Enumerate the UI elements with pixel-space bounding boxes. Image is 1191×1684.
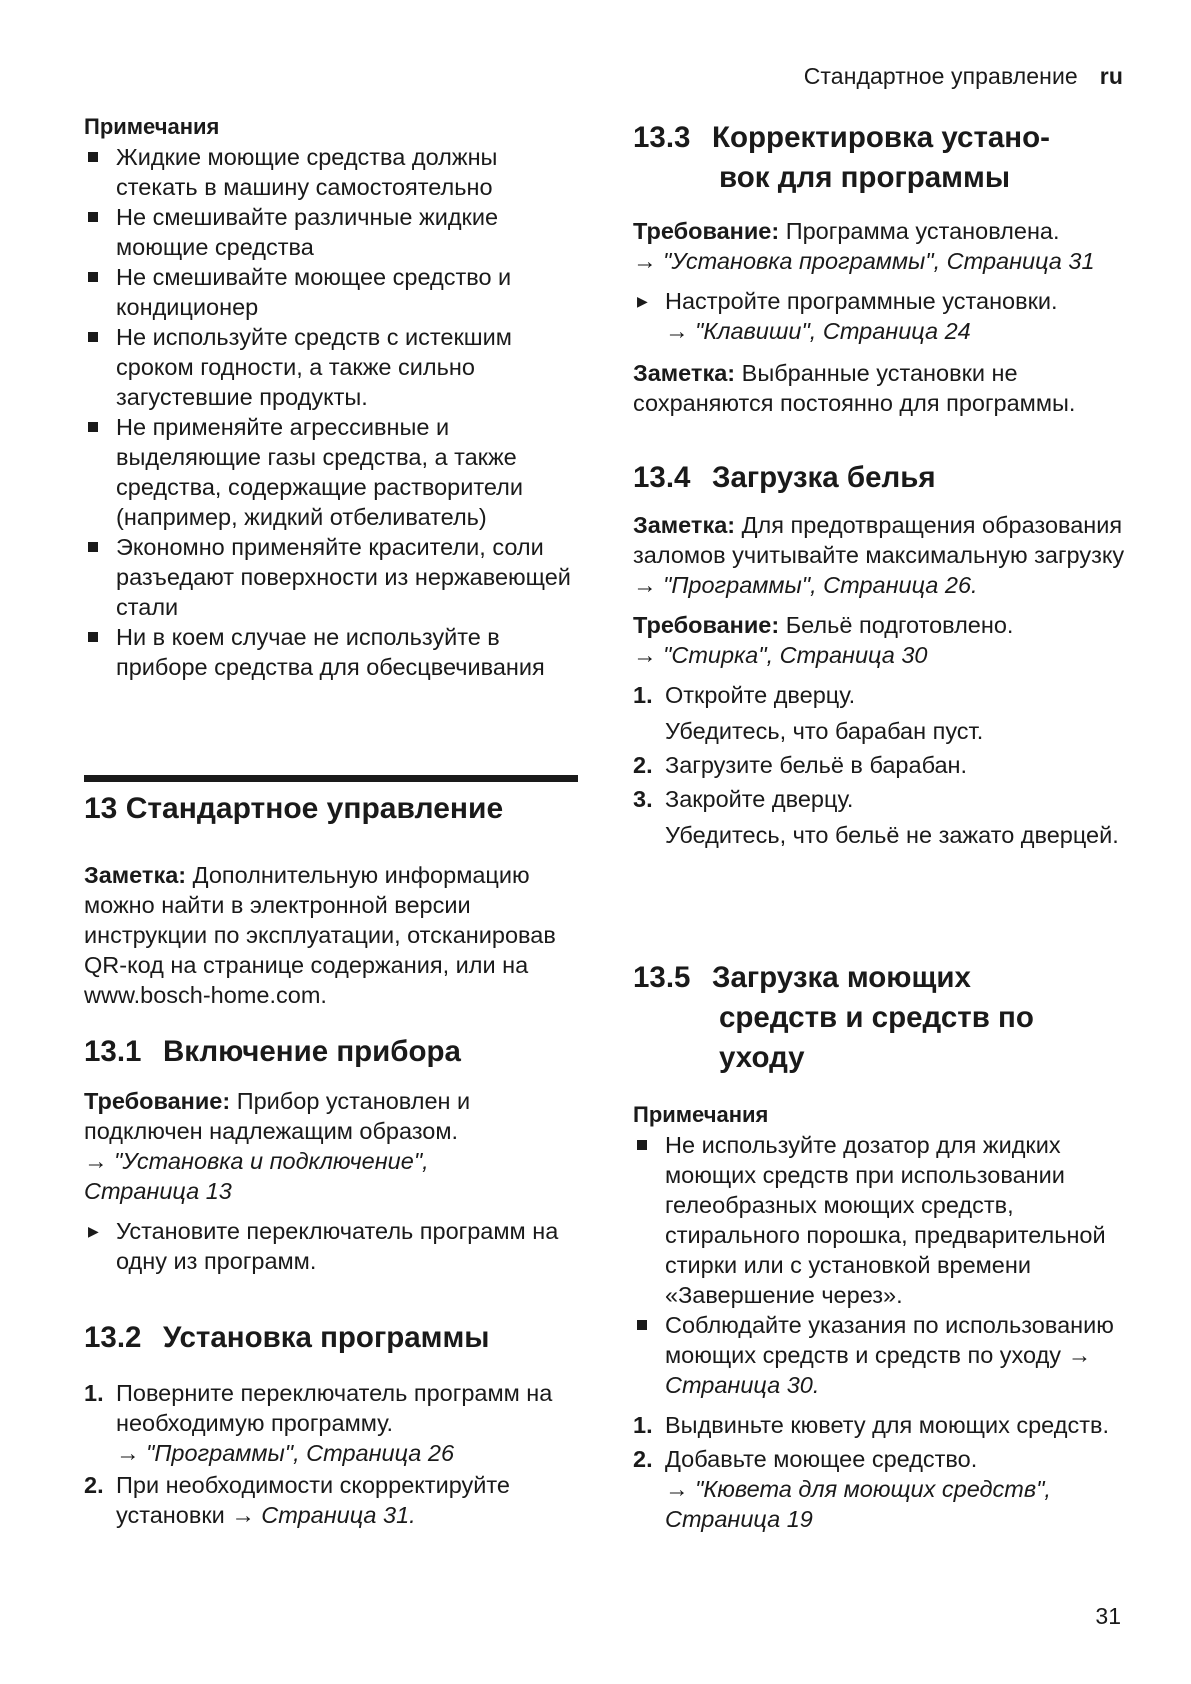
section-title: Загрузка белья	[712, 461, 936, 494]
note-item: Экономно применяйте красители, соли разъедают поверхности из нержавеющей стали	[84, 532, 574, 622]
note-label: Заметка:	[84, 862, 187, 888]
note-label: Заметка:	[633, 360, 736, 386]
cross-reference-link[interactable]: → Страница 30.	[665, 1342, 1092, 1398]
step-result: Убедитесь, что барабан пуст.	[665, 718, 984, 744]
step-item	[633, 680, 1133, 710]
step-text: Поверните переключатель программ на необходимую программу.	[116, 1380, 553, 1436]
step-item	[633, 784, 1133, 814]
action-text: Настройте программные установки.	[665, 288, 1058, 314]
note-text: Дополнительную информацию можно найти в электронной версии инструкции по эксплуатации, отсканировав QR-код на странице содержания, или на www.bosch-home.com.	[84, 862, 556, 1008]
requirement-text: Бельё подготовлено.	[785, 612, 1014, 638]
section-number: 13.3	[633, 121, 691, 154]
action-triangle-icon: ▶	[637, 293, 648, 309]
section-title-line: Загрузка моющих	[712, 961, 971, 994]
section-13-title: 13 Стандартное управление	[84, 792, 504, 825]
section-title: Включение прибора	[163, 1035, 461, 1068]
step-text: Откройте дверцу.	[665, 682, 856, 708]
step-item	[84, 1378, 574, 1438]
step-item	[633, 1410, 1133, 1440]
notes-list	[84, 142, 574, 682]
step-item	[84, 1470, 574, 1530]
section-number: 13.1	[84, 1035, 142, 1068]
notes-title: Примечания	[84, 114, 220, 139]
section-number: 13.2	[84, 1321, 142, 1354]
section-number: 13.5	[633, 961, 691, 994]
note-text: Соблюдайте указания по использованию моющих средств и средств по уходу	[665, 1312, 1114, 1368]
cross-reference-link[interactable]: → Страница 31.	[231, 1502, 416, 1528]
page-number: 31	[1095, 1603, 1121, 1629]
notes-list	[633, 1130, 1133, 1400]
section-13-note	[84, 860, 574, 1010]
requirement-label: Требование:	[84, 1088, 231, 1114]
note-item: Не смешивайте различные жидкие моющие средства	[84, 202, 574, 262]
section-title-line: уходу	[719, 1041, 805, 1074]
section-number: 13.4	[633, 461, 691, 494]
requirement-text: Прибор установлен и подключен надлежащим образом.	[84, 1088, 471, 1144]
section-divider-rule	[84, 775, 578, 782]
header-language: ru	[1099, 63, 1123, 89]
note-item	[633, 1310, 1133, 1400]
notes-block	[84, 112, 574, 682]
action-step	[84, 1216, 574, 1276]
section-13-2	[84, 1318, 574, 1530]
note-item: Не применяйте агрессивные и выделяющие газы средства, а также средства, содержащие растворители (например, жидкий отбеливатель)	[84, 412, 574, 532]
step-text: Выдвиньте кювету для моющих средств.	[665, 1412, 1109, 1438]
note-text: Выбранные установки не сохраняются постоянно для программы.	[633, 360, 1076, 416]
step-text: При необходимости скорректируйте установки	[116, 1472, 510, 1528]
note-text: Для предотвращения образования заломов учитывайте максимальную загрузку	[633, 512, 1125, 568]
step-text: Закройте дверцу.	[665, 786, 854, 812]
section-13-4	[633, 458, 1133, 850]
step-result: Убедитесь, что бельё не зажато дверцей.	[665, 822, 1119, 848]
step-number: 1.	[633, 1412, 653, 1438]
step-number: 2.	[84, 1472, 104, 1498]
cross-reference-link[interactable]: → "Стирка", Страница 30	[633, 642, 928, 668]
section-13	[84, 790, 578, 828]
step-number: 2.	[633, 752, 653, 778]
step-number: 1.	[633, 682, 653, 708]
step-number: 1.	[84, 1380, 104, 1406]
step-number: 2.	[633, 1446, 653, 1472]
step-number: 3.	[633, 786, 653, 812]
section-title-line: Корректировка устано-	[712, 121, 1050, 154]
section-13-1	[84, 1032, 574, 1276]
action-step	[633, 286, 1133, 316]
section-title: Установка программы	[163, 1321, 490, 1354]
action-text: Установите переключатель программ на одну из программ.	[116, 1218, 559, 1274]
note-item: Не смешивайте моющее средство и кондиционер	[84, 262, 574, 322]
running-header	[804, 62, 1123, 90]
requirement-label: Требование:	[633, 612, 780, 638]
cross-reference-link[interactable]: → "Установка и подключение", Страница 13	[84, 1148, 429, 1204]
cross-reference-link[interactable]: → "Кювета для моющих средств", Страница 19	[665, 1476, 1051, 1532]
header-section-title: Стандартное управление	[803, 63, 1078, 89]
step-text: Добавьте моющее средство.	[665, 1446, 978, 1472]
note-label: Заметка:	[633, 512, 736, 538]
section-13-3	[633, 118, 1133, 418]
cross-reference-link[interactable]: → "Клавиши", Страница 24	[665, 318, 971, 344]
step-item	[633, 1444, 1133, 1474]
step-item	[633, 750, 1133, 780]
cross-reference-link[interactable]: → "Программы", Страница 26.	[633, 572, 978, 598]
section-title-line: вок для программы	[719, 161, 1011, 194]
requirement-text: Программа установлена.	[785, 218, 1060, 244]
requirement-label: Требование:	[633, 218, 780, 244]
notes-title: Примечания	[633, 1102, 769, 1127]
cross-reference-link[interactable]: → "Программы", Страница 26	[116, 1440, 455, 1466]
note-item: Жидкие моющие средства должны стекать в машину самостоятельно	[84, 142, 574, 202]
note-item: Не используйте средств с истекшим сроком годности, а также сильно загустевшие продукты.	[84, 322, 574, 412]
action-triangle-icon: ▶	[88, 1223, 99, 1239]
section-13-5	[633, 958, 1133, 1534]
cross-reference-link[interactable]: → "Установка программы", Страница 31	[633, 248, 1095, 274]
section-title-line: средств и средств по	[719, 1001, 1034, 1034]
step-text: Загрузите бельё в барабан.	[665, 752, 968, 778]
note-item: Не используйте дозатор для жидких моющих средств при использовании гелеобразных моющих средств, стирального порошка, предварительной стирки или с установкой времени «Завершение через».	[633, 1130, 1133, 1310]
note-item: Ни в коем случае не используйте в приборе средства для обесцвечивания	[84, 622, 574, 682]
